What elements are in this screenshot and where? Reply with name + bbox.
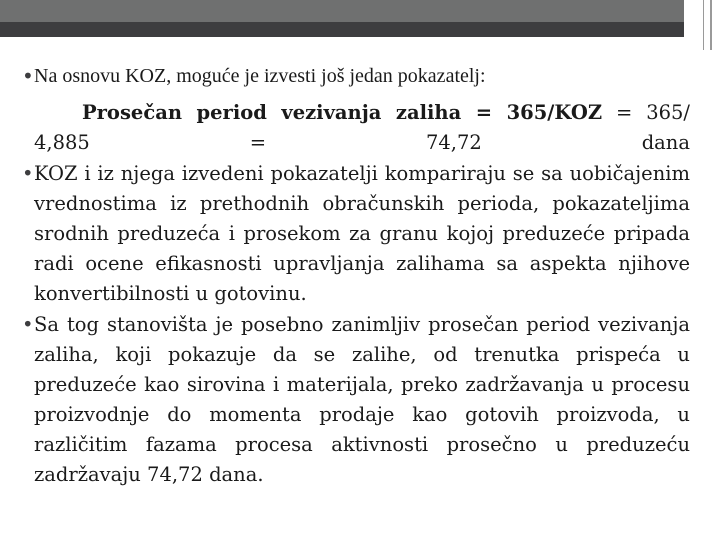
bullet-marker: • (22, 64, 34, 88)
formula-result-text: = 365/ 4,885 = 74,72 dana (34, 101, 690, 154)
period-text: Sa tog stanovišta je posebno zanimljiv prosečan period vezivanja zaliha, koji pokazuje da se zalihe, od trenutka prispeća u preduzeće kao sirovina i materijala, preko zadržavanja u procesu proizvodnje do momenta prodaje kao gotovih proizvoda, u različitim fazama procesa aktivnosti prosečno u preduzeću zadržavaju 74,72 dana. (34, 313, 690, 486)
bullet-intro (22, 62, 690, 90)
formula-bold-text: Prosečan period vezivanja zaliha = 365/KOZ (82, 101, 603, 124)
bullet-comparison (22, 159, 690, 309)
corner-line (710, 0, 712, 50)
slide-content (22, 62, 690, 490)
header-bar-light (0, 0, 720, 22)
comparison-text: KOZ i iz njega izvedeni pokazatelji kompariraju se sa uobičajenim vrednostima iz prethodnih obračunskih perioda, pokazateljima srodnih preduzeća i prosekom za granu kojoj preduzeće pripada radi ocene efikasnosti upravljanja zalihama sa aspekta njihove konvertibilnosti u gotovinu. (34, 162, 690, 305)
bullet-period (22, 310, 690, 490)
formula-block (22, 98, 690, 158)
intro-text: Na osnovu KOZ, moguće je izvesti još jedan pokazatelj: (34, 65, 486, 87)
corner-accent (684, 0, 720, 50)
corner-line-thin (703, 0, 704, 50)
bullet-marker: • (22, 313, 34, 336)
formula-line (34, 98, 690, 158)
header-bar-dark (0, 22, 720, 37)
bullet-marker: • (22, 162, 34, 185)
